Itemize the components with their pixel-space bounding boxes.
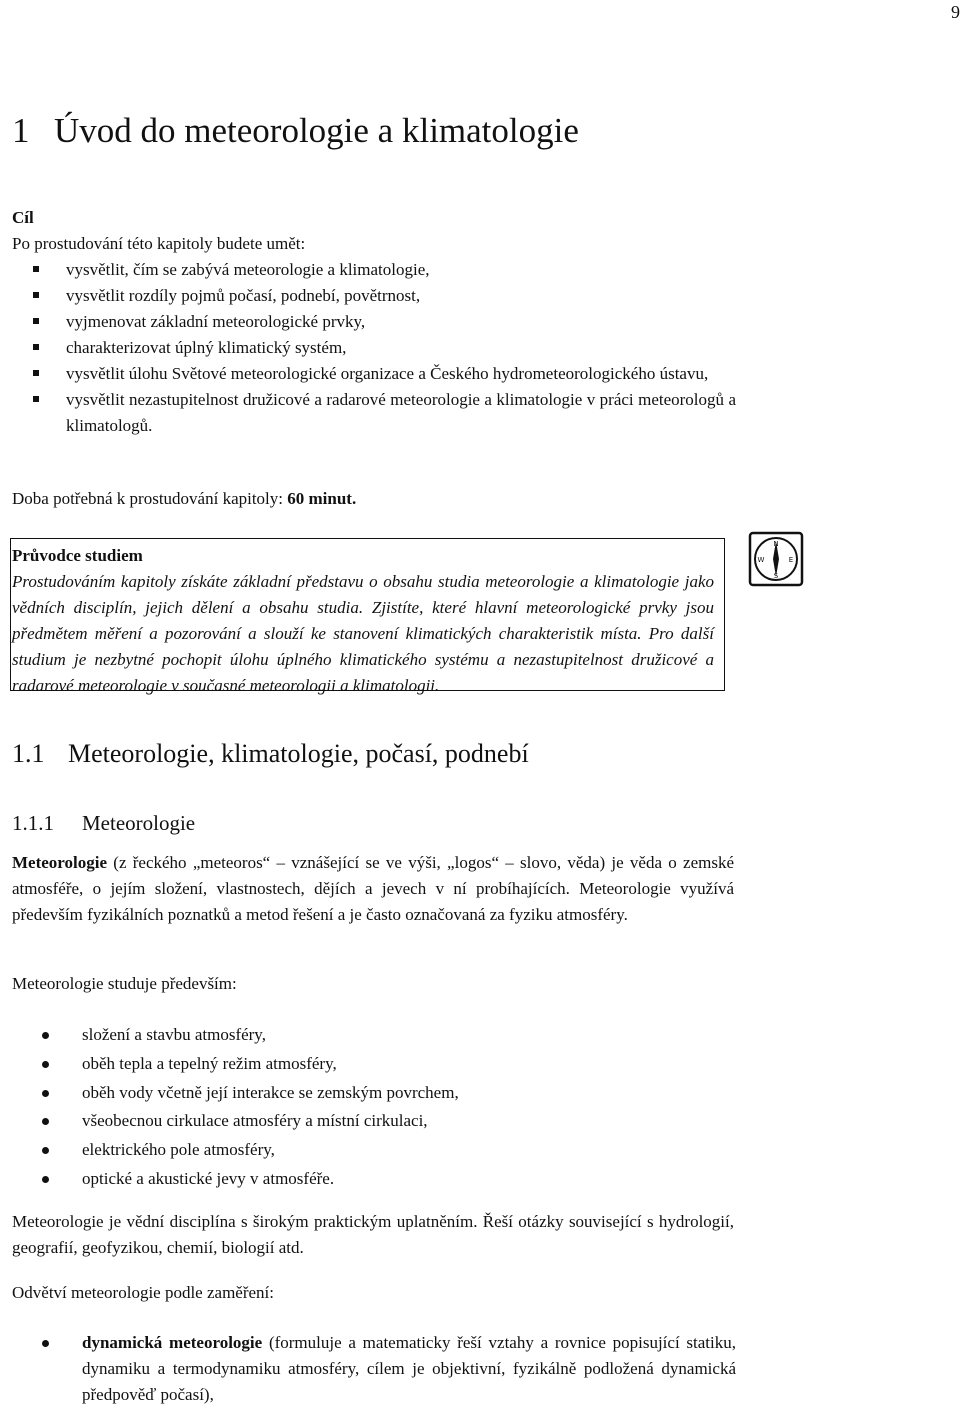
compass-icon	[748, 531, 804, 587]
subsection-number: 1.1.1	[12, 811, 54, 835]
goal-item-text: vysvětlit rozdíly pojmů počasí, podnebí, povětrnost,	[66, 286, 421, 305]
bullet-dot-icon	[42, 1340, 49, 1347]
definition-paragraph	[12, 850, 734, 928]
list-item	[12, 1108, 732, 1137]
compass-north-label: N	[773, 540, 779, 548]
studies-item-text: oběh vody včetně její interakce se zemským povrchem,	[82, 1082, 459, 1102]
branches-intro: Odvětví meteorologie podle zaměření:	[12, 1283, 274, 1302]
bullet-dot-icon	[42, 1061, 49, 1068]
subsection-title	[12, 809, 912, 837]
studies-item-text: oběh tepla a tepelný režim atmosféry,	[82, 1053, 337, 1073]
list-item	[12, 1137, 732, 1166]
definition-text: (z řeckého „meteoros“ – vznášející se ve výši, „logos“ – slovo, věda) je věda o zemské atmosféře, o jejím složení, vlastnostech, dějích a jevech v ní probíhajících. Meteorologie využívá především fyzikálních poznatků a metod řešení a je často označovaná za fyziku atmosféry.	[12, 853, 734, 924]
bullet-dot-icon	[42, 1176, 49, 1183]
studies-item-text: složení a stavbu atmosféry,	[82, 1025, 266, 1044]
branch-text: (formuluje a matematicky řeší vztahy a rovnice popisující statiku, dynamiku a termodynamiku atmosféry, cílem je objektivní, fyzikálně podložená dynamická předpověď počasí),	[82, 1333, 736, 1404]
practice-paragraph: Meteorologie je vědní disciplína s širokým praktickým uplatněním. Řeší otázky související s hydrologií, geografií, geofyzikou, chemií, biologií atd.	[12, 1212, 734, 1257]
list-item	[12, 257, 736, 283]
list-item	[12, 335, 736, 361]
studies-item-text: všeobecnou cirkulace atmosféry a místní cirkulaci,	[82, 1111, 428, 1131]
square-bullet-icon	[33, 318, 39, 324]
subsection-title-text: Meteorologie	[82, 811, 196, 835]
page-number: 9	[951, 2, 960, 22]
list-item	[12, 309, 736, 335]
goal-heading: Cíl	[12, 208, 34, 227]
section-title-text: Meteorologie, klimatologie, počasí, podnebí	[68, 739, 529, 768]
square-bullet-icon	[33, 370, 39, 376]
section-number: 1.1	[12, 739, 45, 768]
chapter-number: 1	[12, 111, 30, 150]
list-item	[12, 1080, 732, 1109]
bullet-dot-icon	[42, 1147, 49, 1154]
study-guide-title: Průvodce studiem	[12, 546, 143, 565]
goal-item-text: vyjmenovat základní meteorologické prvky,	[66, 312, 366, 331]
compass-east-label: E	[788, 556, 794, 564]
studies-intro: Meteorologie studuje především:	[12, 974, 237, 993]
branches-list	[12, 1330, 736, 1408]
section-title	[12, 737, 912, 771]
goal-item-text: vysvětlit, čím se zabývá meteorologie a klimatologie,	[66, 260, 430, 279]
goal-item-text: vysvětlit nezastupitelnost družicové a radarové meteorologie a klimatologie v práci meteorologů a klimatologů.	[66, 390, 736, 435]
goal-item-text: charakterizovat úplný klimatický systém,	[66, 338, 347, 357]
list-item	[12, 1022, 732, 1051]
list-item	[12, 1051, 732, 1080]
study-time-value: 60 minut.	[287, 489, 357, 508]
square-bullet-icon	[33, 396, 39, 402]
definition-term: Meteorologie	[12, 853, 108, 872]
goal-list	[12, 257, 736, 439]
list-item	[12, 1166, 732, 1195]
square-bullet-icon	[33, 266, 39, 272]
study-time	[12, 486, 732, 512]
study-guide-text: Prostudováním kapitoly získáte základní představu o obsahu studia meteorologie a klimatologie jako vědních disciplín, jejich dělení a obsahu studia. Zjistíte, které hlavní meteorologické prvky jsou předmětem měření a pozorování a slouží ke stanovení klimatických charakteristik místa. Pro další studium je nezbytné pochopit úlohu úplného klimatického systému a nezastupitelnost družicové a radarové meteorologie v současné meteorologii a klimatologii.	[12, 572, 714, 695]
chapter-title	[12, 108, 912, 154]
list-item	[12, 1330, 736, 1408]
bullet-dot-icon	[42, 1032, 49, 1039]
list-item	[12, 283, 736, 309]
bullet-dot-icon	[42, 1118, 49, 1125]
compass-west-label: W	[757, 556, 765, 564]
studies-item-text: optické a akustické jevy v atmosféře.	[82, 1168, 335, 1188]
studies-list	[12, 1022, 732, 1195]
chapter-title-text: Úvod do meteorologie a klimatologie	[54, 111, 579, 150]
compass-south-label: S	[773, 572, 779, 580]
square-bullet-icon	[33, 292, 39, 298]
goal-intro: Po prostudování této kapitoly budete umět:	[12, 234, 306, 253]
list-item	[12, 361, 736, 387]
bullet-dot-icon	[42, 1090, 49, 1097]
square-bullet-icon	[33, 344, 39, 350]
study-time-label: Doba potřebná k prostudování kapitoly:	[12, 489, 284, 508]
goal-item-text: vysvětlit úlohu Světové meteorologické organizace a Českého hydrometeorologického ústavu,	[66, 364, 709, 383]
list-item	[12, 387, 736, 439]
studies-item-text: elektrického pole atmosféry,	[82, 1140, 275, 1160]
branch-term: dynamická meteorologie	[82, 1333, 263, 1352]
